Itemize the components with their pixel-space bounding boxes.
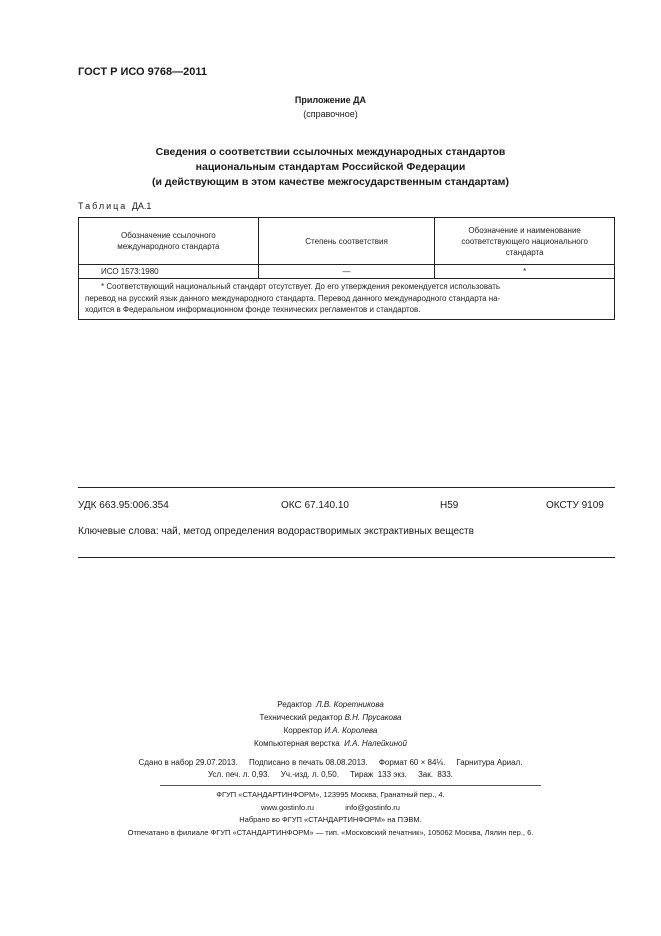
table-header-row xyxy=(79,218,615,265)
appendix-label: Приложение ДА xyxy=(294,95,367,105)
note-line: * Соответствующий национальный стандарт отсутствует. До его утверждения рекомендуется использовать xyxy=(101,282,501,291)
staff-line xyxy=(0,711,661,724)
table-caption xyxy=(78,201,151,211)
title-line: (и действующим в этом качестве межгосударственным стандартам) xyxy=(152,176,509,188)
table-caption-word: Таблица xyxy=(78,201,128,211)
table-header-cell: Степень соответствия xyxy=(258,218,435,265)
publisher-line: Набрано во ФГУП «СТАНДАРТИНФОРМ» на ПЭВМ. xyxy=(239,815,422,824)
staff-name: В.Н. Прусакова xyxy=(344,713,402,722)
publisher-line: www.gostinfo.ru info@gostinfo.ru xyxy=(261,802,400,812)
staff-role: Технический редактор xyxy=(259,713,343,722)
table-row xyxy=(79,265,615,279)
table-note xyxy=(79,279,615,320)
editorial-staff xyxy=(0,698,661,750)
print-info xyxy=(0,757,661,781)
staff-name: Л.В. Коретникова xyxy=(316,700,384,709)
classifier-code: Н59 xyxy=(440,500,459,511)
document-code: ГОСТ Р ИСО 9768—2011 xyxy=(78,66,208,78)
publisher-line: ФГУП «СТАНДАРТИНФОРМ», 123995 Москва, Гранатный пер., 4. xyxy=(216,790,445,799)
table-header-cell: Обозначение ссылочного международного стандарта xyxy=(79,218,259,265)
okstu-code: ОКСТУ 9109 xyxy=(546,500,604,511)
print-info-line: Сдано в набор 29.07.2013. Подписано в печать 08.08.2013. Формат 60 × 84⅛. Гарнитура Ариал. xyxy=(138,758,523,767)
publisher-line: Отпечатано в филиале ФГУП «СТАНДАРТИНФОРМ» — тип. «Московский печатник», 105062 Москва, Лялин пер., 6. xyxy=(127,827,534,837)
correspondence-table xyxy=(78,217,615,320)
staff-name: И.А. Налейкиной xyxy=(344,739,407,748)
print-info-line: Усл. печ. л. 0,93. Уч.-изд. л. 0,50. Тираж 133 экз. Зак. 833. xyxy=(207,770,453,779)
table-caption-number: ДА.1 xyxy=(131,201,152,211)
staff-role: Компьютерная верстка xyxy=(254,739,340,748)
divider-bottom xyxy=(78,557,615,558)
title-line: Сведения о соответствии ссылочных международных стандартов xyxy=(155,146,506,158)
staff-name: И.А. Королева xyxy=(324,726,378,735)
table-header-cell: Обозначение и наименование соответствующего национального стандарта xyxy=(435,218,615,265)
staff-line xyxy=(0,698,661,711)
divider-imprint xyxy=(160,785,541,786)
staff-role: Редактор xyxy=(277,700,312,709)
note-line: перевод на русский язык данного международного стандарта. Перевод данного международного стандарта на- xyxy=(85,293,501,303)
appendix-title xyxy=(0,145,661,190)
table-cell: — xyxy=(258,265,435,279)
staff-role: Корректор xyxy=(283,726,323,735)
keywords: Ключевые слова: чай, метод определения водорастворимых экстрактивных веществ xyxy=(78,526,474,537)
table-cell: * xyxy=(435,265,615,279)
staff-line xyxy=(0,724,661,737)
table-note-row xyxy=(79,279,615,320)
note-line: ходится в Федеральном информационном фонде технических регламентов и стандартов. xyxy=(85,305,421,314)
table-cell: ИСО 1573:1980 xyxy=(79,265,259,279)
divider-top xyxy=(78,487,615,488)
title-line: национальным стандартам Российской Федерации xyxy=(195,161,466,173)
staff-line xyxy=(0,737,661,750)
appendix-type: (справочное) xyxy=(303,109,358,119)
oks-code: ОКС 67.140.10 xyxy=(281,500,349,511)
publisher-info xyxy=(0,789,661,839)
udk-code: УДК 663.95:006.354 xyxy=(78,500,169,511)
